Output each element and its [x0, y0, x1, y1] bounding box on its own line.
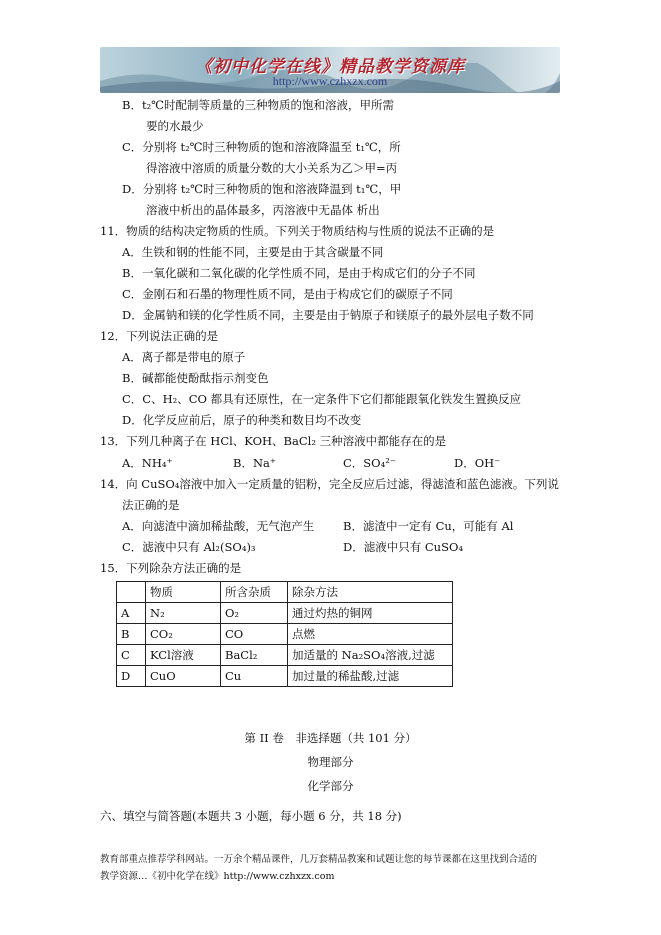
header-banner — [100, 47, 560, 93]
q10-option-d-line2: 溶液中析出的晶体最多，丙溶液中无晶体 析出 — [146, 203, 380, 217]
banner-title: 《初中化学在线》精品教学资源库 — [195, 57, 465, 77]
q11-option-b: B．一氧化碳和二氧化碳的化学性质不同，是由于构成它们的分子不同 — [122, 266, 476, 280]
q14-option-b: B．滤渣中一定有 Cu，可能有 Al — [343, 519, 514, 533]
table-cell: KCl溶液 — [146, 645, 221, 666]
table-header-cell: 除杂方法 — [288, 582, 453, 603]
footer-line1: 教育部重点推荐学科网站。一万余个精品课件，几万套精品教案和试题让您的每节课都在这里找到合适的 — [100, 854, 538, 865]
table-cell: Cu — [221, 666, 288, 687]
q14-option-d: D．滤液中只有 CuSO₄ — [343, 540, 463, 554]
q12-stem: 12．下列说法正确的是 — [100, 329, 219, 343]
q13-option-d: D．OH⁻ — [454, 456, 501, 470]
table-cell: N₂ — [146, 603, 221, 624]
q11-option-a: A．生铁和钢的性能不同，主要是由于其含碳量不同 — [122, 245, 384, 259]
physics-heading: 物理部分 — [307, 755, 354, 769]
table-header-row — [117, 582, 453, 603]
table-cell: 加过量的稀盐酸,过滤 — [288, 666, 453, 687]
table-header-cell — [117, 582, 146, 603]
q13-option-b: B．Na⁺ — [233, 456, 276, 470]
q10-option-c-line2: 得溶液中溶质的质量分数的大小关系为乙＞甲=丙 — [146, 161, 398, 175]
q10-option-b-line1: B．t₂℃时配制等质量的三种物质的饱和溶液，甲所需 — [122, 98, 395, 112]
table-cell: O₂ — [221, 603, 288, 624]
table-cell: A — [117, 603, 146, 624]
q15-table — [116, 581, 453, 687]
q13-option-c: C．SO₄²⁻ — [343, 456, 396, 470]
table-cell: CO₂ — [146, 624, 221, 645]
table-cell: B — [117, 624, 146, 645]
table-cell: C — [117, 645, 146, 666]
table-row — [117, 603, 453, 624]
table-row — [117, 645, 453, 666]
table-cell: D — [117, 666, 146, 687]
table-cell: 通过灼热的铜网 — [288, 603, 453, 624]
q13-option-a: A．NH₄⁺ — [122, 456, 173, 470]
table-header-cell: 物质 — [146, 582, 221, 603]
part-six-heading: 六、填空与简答题(本题共 3 小题，每小题 6 分，共 18 分) — [100, 809, 402, 823]
footer-line2: 教学资源…《初中化学在线》http://www.czhxzx.com — [100, 871, 335, 882]
q14-stem-line2: 法正确的是 — [122, 498, 180, 512]
chemistry-heading: 化学部分 — [307, 779, 354, 793]
q10-option-d-line1: D．分别将 t₂℃时三种物质的饱和溶液降温到 t₁℃，甲 — [122, 182, 402, 196]
q15-stem: 15．下列除杂方法正确的是 — [100, 561, 242, 575]
q10-option-c-line1: C．分别将 t₂℃时三种物质的饱和溶液降温至 t₁℃，所 — [122, 140, 401, 154]
table-cell: 加适量的 Na₂SO₄溶液,过滤 — [288, 645, 453, 666]
q13-stem: 13．下列几种离子在 HCl、KOH、BaCl₂ 三种溶液中都能存在的是 — [100, 434, 447, 448]
q11-option-c: C．金刚石和石墨的物理性质不同，是由于构成它们的碳原子不同 — [122, 287, 453, 301]
table-cell: CO — [221, 624, 288, 645]
q12-option-d: D．化学反应前后，原子的种类和数目均不改变 — [122, 413, 362, 427]
section-title: 第 II 卷 非选择题（共 101 分） — [244, 731, 417, 745]
q12-option-a: A．离子都是带电的原子 — [122, 350, 246, 364]
q14-option-a: A．向滤渣中滴加稀盐酸，无气泡产生 — [122, 519, 315, 533]
q11-option-d: D．金属钠和镁的化学性质不同，主要是由于钠原子和镁原子的最外层电子数不同 — [122, 308, 534, 322]
q12-option-b: B．碱都能使酚酞指示剂变色 — [122, 371, 269, 385]
q14-option-c: C．滤液中只有 Al₂(SO₄)₃ — [122, 540, 256, 554]
q10-option-b-line2: 要的水最少 — [146, 119, 204, 133]
table-row — [117, 666, 453, 687]
table-cell: BaCl₂ — [221, 645, 288, 666]
q14-stem-line1: 14．向 CuSO₄溶液中加入一定质量的铝粉，完全反应后过滤，得滤渣和蓝色滤液。下列说 — [100, 477, 559, 491]
table-header-cell: 所含杂质 — [221, 582, 288, 603]
table-cell: 点燃 — [288, 624, 453, 645]
table-cell: CuO — [146, 666, 221, 687]
banner-url[interactable]: http://www.czhxzx.com — [272, 74, 388, 88]
q12-option-c: C．C、H₂、CO 都具有还原性，在一定条件下它们都能跟氧化铁发生置换反应 — [122, 392, 522, 406]
q11-stem: 11．物质的结构决定物质的性质。下列关于物质结构与性质的说法不正确的是 — [100, 224, 495, 238]
table-row — [117, 624, 453, 645]
